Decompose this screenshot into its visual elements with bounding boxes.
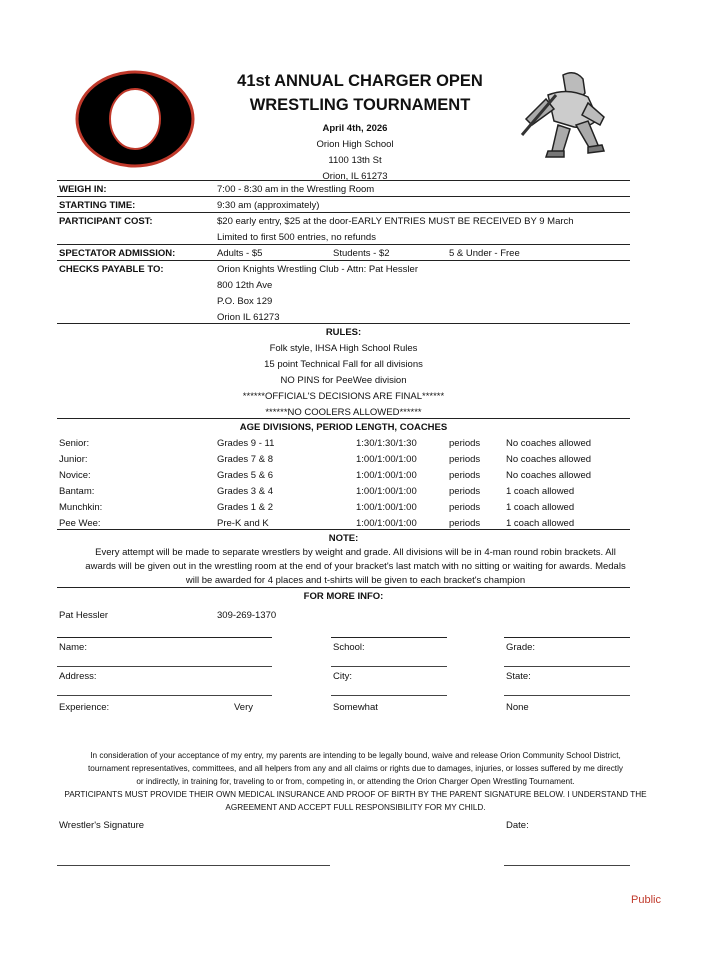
division-coaches: No coaches allowed xyxy=(506,438,592,449)
divider xyxy=(57,196,630,197)
form-line xyxy=(504,637,630,638)
address-field-label: Address: xyxy=(59,671,97,682)
waiver-line: tournament representatives, committees, and all helpers from any and all claims or rights due to damages, injuries, or losses suffered by me directly xyxy=(87,764,623,773)
division-unit: periods xyxy=(449,502,481,513)
orion-o-logo-icon xyxy=(74,69,196,169)
name-field[interactable] xyxy=(100,640,270,664)
name-field-label: Name: xyxy=(59,642,87,653)
division-grades: Grades 5 & 6 xyxy=(217,470,273,481)
division-grades: Grades 9 - 11 xyxy=(217,438,275,449)
division-name: Munchkin: xyxy=(59,502,103,513)
rules-line: 15 point Technical Fall for all divisions xyxy=(264,359,423,370)
form-line xyxy=(504,666,630,667)
divider xyxy=(57,587,630,588)
divider xyxy=(57,180,630,181)
contact-name: Pat Hessler xyxy=(59,610,109,621)
checks-address-1: 800 12th Ave xyxy=(217,280,273,291)
spectator-adults: Adults - $5 xyxy=(217,248,263,259)
division-name: Pee Wee: xyxy=(59,518,101,529)
form-line xyxy=(57,637,272,638)
participant-cost-value: $20 early entry, $25 at the door-EARLY ENTRIES MUST BE RECEIVED BY 9 March xyxy=(217,216,574,227)
rules-line: ******NO COOLERS ALLOWED****** xyxy=(265,407,422,418)
title-line-1: 41st ANNUAL CHARGER OPEN xyxy=(237,72,483,90)
state-field-label: State: xyxy=(506,671,531,682)
division-length: 1:00/1:00/1:00 xyxy=(356,502,417,513)
event-school: Orion High School xyxy=(316,139,394,150)
grade-field[interactable] xyxy=(540,640,628,664)
note-line: awards will be given out in the wrestling room at the end of your bracket's last match with no sitting or waiting for awards. Medals xyxy=(85,561,626,572)
experience-label: Experience: xyxy=(59,702,110,713)
division-name: Novice: xyxy=(59,470,91,481)
experience-option-somewhat[interactable]: Somewhat xyxy=(333,702,378,713)
division-coaches: 1 coach allowed xyxy=(506,518,575,529)
event-street: 1100 13th St xyxy=(328,155,382,166)
form-line xyxy=(57,695,272,696)
division-unit: periods xyxy=(449,518,481,529)
signature-line xyxy=(57,865,330,866)
division-grades: Grades 7 & 8 xyxy=(217,454,273,465)
division-length: 1:00/1:00/1:00 xyxy=(356,518,417,529)
address-field[interactable] xyxy=(105,669,270,693)
weigh-in-value: 7:00 - 8:30 am in the Wrestling Room xyxy=(217,184,375,195)
division-unit: periods xyxy=(449,486,481,497)
division-name: Junior: xyxy=(59,454,88,465)
checks-payee: Orion Knights Wrestling Club - Attn: Pat Hessler xyxy=(217,264,418,275)
division-coaches: No coaches allowed xyxy=(506,454,592,465)
division-length: 1:30/1:30/1:30 xyxy=(356,438,417,449)
spectator-admission-label: SPECTATOR ADMISSION: xyxy=(59,248,176,259)
checks-payable-label: CHECKS PAYABLE TO: xyxy=(59,264,164,275)
form-line xyxy=(331,666,447,667)
divider xyxy=(57,529,630,530)
note-line: will be awarded for 4 places and t-shirts will be given to each bracket's champion xyxy=(185,575,526,586)
division-grades: Pre-K and K xyxy=(217,518,269,529)
classification-label: Public xyxy=(631,894,661,906)
division-length: 1:00/1:00/1:00 xyxy=(356,486,417,497)
rules-heading: RULES: xyxy=(325,327,362,338)
division-name: Bantam: xyxy=(59,486,95,497)
division-unit: periods xyxy=(449,454,481,465)
waiver-line: In consideration of your acceptance of my entry, my parents are intending to be legally bound, waive and release Orion Community School District, xyxy=(90,751,621,760)
weigh-in-label: WEIGH IN: xyxy=(59,184,107,195)
participant-cost-limit: Limited to first 500 entries, no refunds xyxy=(217,232,376,243)
city-field-label: City: xyxy=(333,671,352,682)
division-coaches: No coaches allowed xyxy=(506,470,592,481)
event-city: Orion, IL 61273 xyxy=(322,171,388,182)
division-unit: periods xyxy=(449,438,481,449)
divider xyxy=(57,212,630,213)
division-coaches: 1 coach allowed xyxy=(506,486,575,497)
form-line xyxy=(331,695,447,696)
note-line: Every attempt will be made to separate wrestlers by weight and grade. All divisions will be in 4-man round robin brackets. All xyxy=(95,547,616,558)
school-field-label: School: xyxy=(333,642,365,653)
date-line xyxy=(504,865,630,866)
state-field[interactable] xyxy=(535,669,628,693)
starting-time-value: 9:30 am (approximately) xyxy=(217,200,320,211)
division-coaches: 1 coach allowed xyxy=(506,502,575,513)
division-length: 1:00/1:00/1:00 xyxy=(356,470,417,481)
divider xyxy=(57,418,630,419)
participant-cost-label: PARTICIPANT COST: xyxy=(59,216,153,227)
city-field[interactable] xyxy=(360,669,446,693)
spectator-kids: 5 & Under - Free xyxy=(449,248,520,259)
date-label: Date: xyxy=(506,820,529,831)
division-grades: Grades 1 & 2 xyxy=(217,502,273,513)
divisions-heading: AGE DIVISIONS, PERIOD LENGTH, COACHES xyxy=(239,422,448,433)
division-length: 1:00/1:00/1:00 xyxy=(356,454,417,465)
rules-line: NO PINS for PeeWee division xyxy=(280,375,407,386)
checks-address-3: Orion IL 61273 xyxy=(217,312,280,323)
title-line-2: WRESTLING TOURNAMENT xyxy=(249,96,471,114)
checks-address-2: P.O. Box 129 xyxy=(217,296,273,307)
school-field[interactable] xyxy=(370,640,446,664)
division-name: Senior: xyxy=(59,438,90,449)
signature-label: Wrestler's Signature xyxy=(59,820,145,831)
form-line xyxy=(331,637,447,638)
waiver-line: AGREEMENT AND ACCEPT FULL RESPONSIBILITY FOR MY CHILD. xyxy=(225,803,486,812)
event-date: April 4th, 2026 xyxy=(322,123,388,134)
more-info-heading: FOR MORE INFO: xyxy=(303,591,384,602)
date-field[interactable] xyxy=(504,835,630,863)
form-line xyxy=(504,695,630,696)
rules-line: Folk style, IHSA High School Rules xyxy=(269,343,418,354)
divider xyxy=(57,260,630,261)
rules-line: ******OFFICIAL'S DECISIONS ARE FINAL****** xyxy=(242,391,445,402)
waiver-line: or indirectly, in training for, traveling to or from, competing in, or attending the Orion Charger Open Wrestling Tournament. xyxy=(136,777,575,786)
spectator-students: Students - $2 xyxy=(333,248,390,259)
starting-time-label: STARTING TIME: xyxy=(59,200,136,211)
experience-option-very[interactable]: Very xyxy=(234,702,254,713)
experience-option-none[interactable]: None xyxy=(506,702,529,713)
divider xyxy=(57,323,630,324)
divider xyxy=(57,244,630,245)
waiver-line: PARTICIPANTS MUST PROVIDE THEIR OWN MEDICAL INSURANCE AND PROOF OF BIRTH BY THE PARENT SIGNATURE BELOW. I UNDERSTAND THE xyxy=(64,790,647,799)
grade-field-label: Grade: xyxy=(506,642,536,653)
form-line xyxy=(57,666,272,667)
division-grades: Grades 3 & 4 xyxy=(217,486,273,497)
signature-field[interactable] xyxy=(57,835,330,863)
contact-phone: 309-269-1370 xyxy=(217,610,277,621)
division-unit: periods xyxy=(449,470,481,481)
note-heading: NOTE: xyxy=(328,533,359,544)
